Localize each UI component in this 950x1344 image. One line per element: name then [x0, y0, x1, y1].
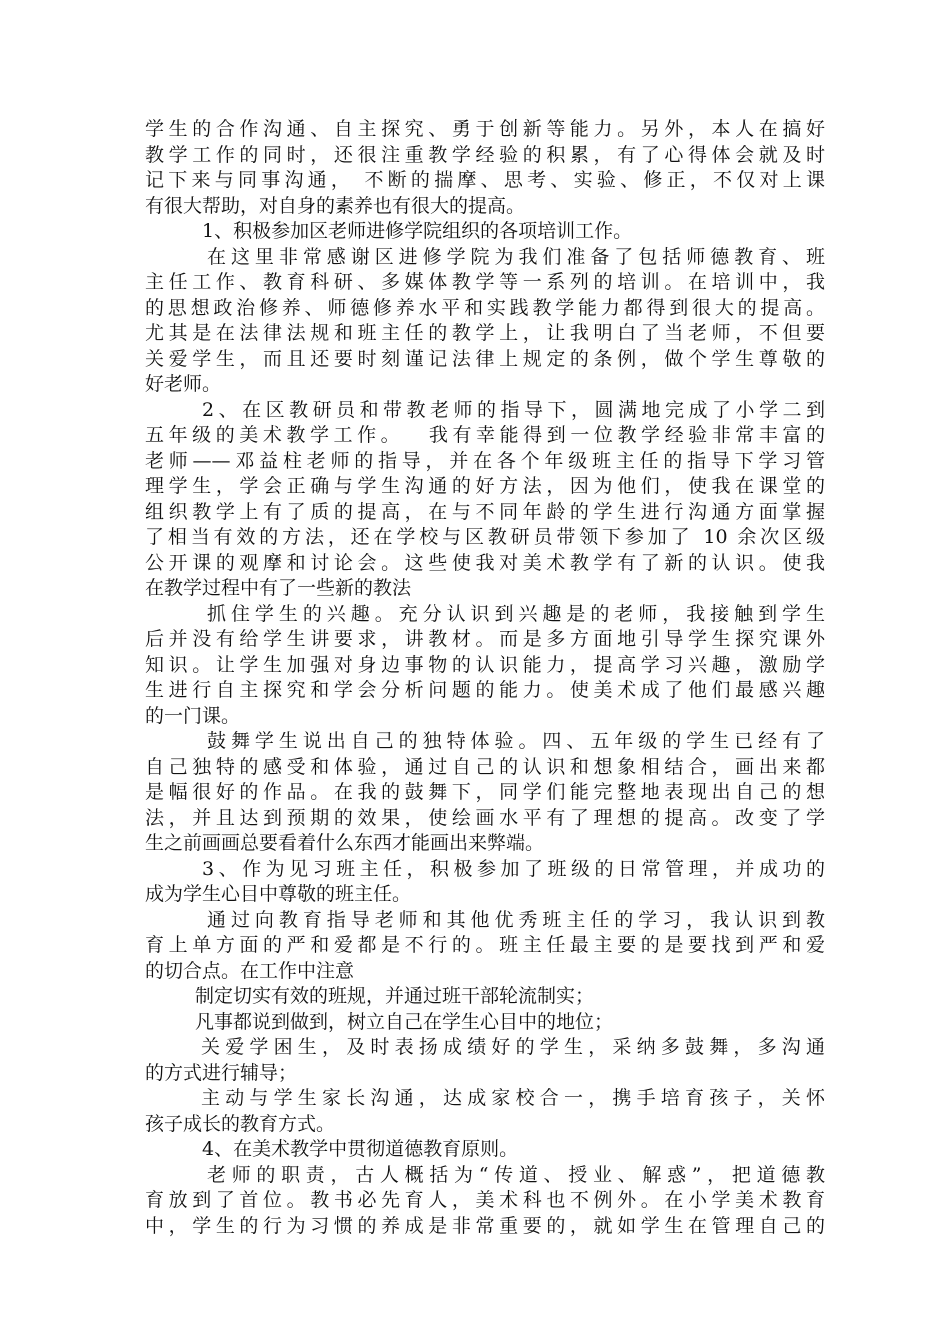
text-line: 关爱学生，而且还要时刻谨记法律上规定的条例，做个学生尊敬的 [145, 347, 825, 370]
document-body [145, 117, 825, 1239]
text-line: 生之前画画总要看着什么东西才能画出来弊端。 [145, 832, 545, 854]
text-line: 孩子成长的教育方式。 [145, 1112, 336, 1135]
text-line: 主动与学生家长沟通，达成家校合一，携手培育孩子，关怀 [201, 1087, 825, 1109]
text-line: 五年级的美术教学工作。 我有幸能得到一位教学经验非常丰富的 [145, 424, 825, 446]
text-line: 的一门课。 [145, 704, 241, 727]
text-line: 自己独特的感受和体验，通过自己的认识和想象相结合，画出来都 [145, 755, 825, 778]
text-line: 法，并且达到预期的效果，使绘画水平有了理想的提高。改变了学 [145, 806, 825, 829]
text-line: 在教学过程中有了一些新的教法 [145, 577, 412, 599]
text-line: 公开课的观摩和讨论会。这些使我对美术教学有了新的认识。使我 [145, 551, 825, 574]
text-line: 中，学生的行为习惯的养成是非常重要的，就如学生在管理自己的 [145, 1214, 825, 1237]
text-line: 的思想政治修养、师德修养水平和实践教学能力都得到很大的提高。 [145, 296, 825, 319]
text-line: 的方式进行辅导； [145, 1061, 298, 1084]
text-line: 学生的合作沟通、自主探究、勇于创新等能力。另外，本人在搞好 [145, 118, 825, 140]
text-line: 育上单方面的严和爱都是不行的。班主任最主要的是要找到严和爱 [145, 934, 825, 956]
text-line: 凡事都说到做到，树立自己在学生心目中的地位； [195, 1010, 614, 1033]
text-line: 鼓舞学生说出自己的独特体验。四、五年级的学生已经有了 [207, 730, 825, 752]
text-line: 好老师。 [145, 373, 222, 395]
text-line: 是幅很好的作品。在我的鼓舞下，同学们能完整地表现出自己的想 [145, 781, 825, 803]
text-line: 生进行自主探究和学会分析问题的能力。使美术成了他们最感兴趣 [145, 679, 825, 701]
text-line: 育放到了首位。教书必先育人，美术科也不例外。在小学美术教育 [145, 1189, 825, 1211]
text-line: 的切合点。在工作中注意 [145, 959, 355, 982]
text-line: 老师——邓益柱老师的指导，并在各个年级班主任的指导下学习管 [145, 449, 825, 472]
text-line: 教学工作的同时，还很注重教学经验的积累，有了心得体会就及时 [145, 143, 825, 166]
text-line: 了相当有效的方法，还在学校与区教研员带领下参加了 10 余次区级 [145, 526, 825, 548]
text-line: 抓住学生的兴趣。充分认识到兴趣是的老师，我接触到学生 [207, 602, 825, 625]
text-line: 成为学生心目中尊敬的班主任。 [145, 883, 412, 905]
text-line: 主任工作、教育科研、多媒体教学等一系列的培训。在培训中，我 [145, 271, 825, 293]
text-line: 4、在美术教学中贯彻道德教育原则。 [202, 1138, 519, 1160]
text-line: 理学生，学会正确与学生沟通的好方法，因为他们，使我在课堂的 [145, 475, 825, 497]
text-line: 制定切实有效的班规，并通过班干部轮流制实； [195, 985, 595, 1007]
text-line: 记下来与同事沟通， 不断的揣摩、思考、实验、修正，不仅对上课 [145, 169, 825, 191]
text-line: 尤其是在法律法规和班主任的教学上，让我明白了当老师，不但要 [145, 322, 825, 344]
text-line: 1、积极参加区老师进修学院组织的各项培训工作。 [202, 220, 633, 242]
text-line: 组织教学上有了质的提高，在与不同年龄的学生进行沟通方面掌握 [145, 500, 825, 523]
text-line: 老师的职责，古人概括为“传道、授业、解惑”，把道德教 [207, 1163, 825, 1186]
text-line: 在这里非常感谢区进修学院为我们准备了包括师德教育、班 [207, 245, 825, 268]
text-line: 通过向教育指导老师和其他优秀班主任的学习，我认识到教 [207, 908, 825, 931]
text-line: 3、作为见习班主任，积极参加了班级的日常管理，并成功的 [202, 857, 825, 880]
text-line: 后并没有给学生讲要求，讲教材。而是多方面地引导学生探究课外 [145, 628, 825, 650]
text-line: 2、在区教研员和带教老师的指导下，圆满地完成了小学二到 [202, 398, 825, 421]
text-line: 有很大帮助，对自身的素养也有很大的提高。 [145, 194, 526, 217]
text-line: 知识。让学生加强对身边事物的认识能力，提高学习兴趣，激励学 [145, 653, 825, 676]
text-line: 关爱学困生，及时表扬成绩好的学生，采纳多鼓舞，多沟通 [201, 1036, 825, 1058]
